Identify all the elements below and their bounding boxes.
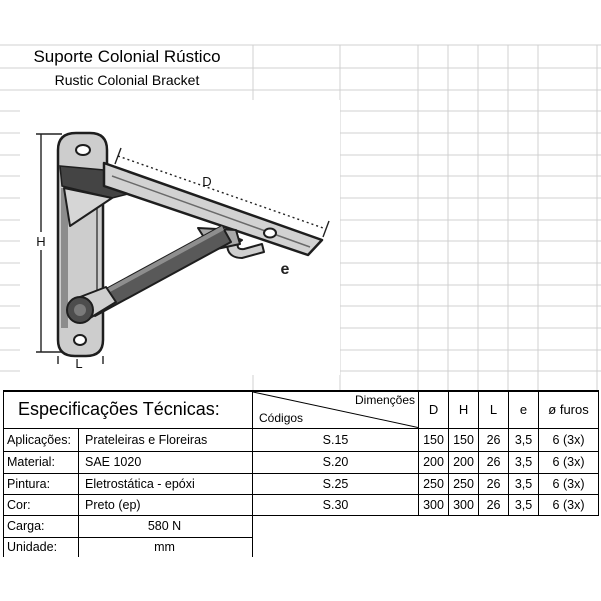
col-header-e: e [509, 391, 539, 428]
model-l: 26 [479, 428, 509, 451]
model-h: 200 [449, 451, 479, 473]
property-value: Eletrostática - epóxi [79, 473, 253, 494]
model-d: 250 [419, 473, 449, 494]
empty-cell [253, 537, 419, 557]
col-header-h: H [449, 391, 479, 428]
model-d: 150 [419, 428, 449, 451]
mounting-hole-bottom [74, 335, 86, 345]
empty-cell [539, 515, 599, 537]
property-label: Carga: [4, 515, 79, 537]
property-label: Unidade: [4, 537, 79, 557]
table-row [4, 451, 599, 473]
empty-cell [479, 515, 509, 537]
table-row [4, 494, 599, 515]
col-header-holes: ø furos [539, 391, 599, 428]
dimension-d-label: D [202, 174, 212, 189]
empty-cell [539, 537, 599, 557]
property-value: mm [79, 537, 253, 557]
empty-cell [449, 537, 479, 557]
model-holes: 6 (3x) [539, 451, 599, 473]
dimensions-codes-header [253, 391, 419, 428]
empty-cell [419, 515, 449, 537]
empty-cell [419, 537, 449, 557]
model-e: 3,5 [509, 494, 539, 515]
property-value: 580 N [79, 515, 253, 537]
mounting-hole-top [76, 145, 90, 155]
table-row [4, 473, 599, 494]
model-holes: 6 (3x) [539, 473, 599, 494]
model-h: 250 [449, 473, 479, 494]
model-l: 26 [479, 473, 509, 494]
dimension-l-label: L [75, 356, 83, 371]
model-h: 300 [449, 494, 479, 515]
bracket-drawing [20, 100, 340, 375]
table-row [4, 428, 599, 451]
model-holes: 6 (3x) [539, 494, 599, 515]
model-e: 3,5 [509, 451, 539, 473]
model-code: S.25 [253, 473, 419, 494]
codes-label: Códigos [259, 410, 304, 425]
empty-cell [449, 515, 479, 537]
page-title: Suporte Colonial Rústico [33, 47, 221, 66]
dimension-e-label: e [280, 261, 290, 278]
property-label: Material: [4, 451, 79, 473]
model-holes: 6 (3x) [539, 428, 599, 451]
empty-cell [253, 515, 419, 537]
property-label: Aplicações: [4, 428, 79, 451]
property-value: Prateleiras e Floreiras [79, 428, 253, 451]
empty-cell [509, 515, 539, 537]
table-header-row [4, 391, 599, 428]
model-code: S.30 [253, 494, 419, 515]
model-l: 26 [479, 494, 509, 515]
property-label: Cor: [4, 494, 79, 515]
model-h: 150 [449, 428, 479, 451]
empty-cell [509, 537, 539, 557]
specs-heading: Especificações Técnicas: [4, 391, 253, 428]
property-label: Pintura: [4, 473, 79, 494]
model-e: 3,5 [509, 473, 539, 494]
table-row [4, 515, 599, 537]
title-block [0, 46, 254, 90]
dimension-h-label: H [36, 234, 46, 249]
col-header-d: D [419, 391, 449, 428]
model-code: S.20 [253, 451, 419, 473]
empty-cell [479, 537, 509, 557]
col-header-l: L [479, 391, 509, 428]
table-row [4, 537, 599, 557]
model-e: 3,5 [509, 428, 539, 451]
property-value: Preto (ep) [79, 494, 253, 515]
arm-hole [264, 229, 276, 238]
specs-table [3, 390, 599, 557]
model-l: 26 [479, 451, 509, 473]
model-d: 300 [419, 494, 449, 515]
model-code: S.15 [253, 428, 419, 451]
page-subtitle: Rustic Colonial Bracket [54, 72, 200, 88]
model-d: 200 [419, 451, 449, 473]
property-value: SAE 1020 [79, 451, 253, 473]
dimensions-label: Dimenções [354, 393, 416, 407]
